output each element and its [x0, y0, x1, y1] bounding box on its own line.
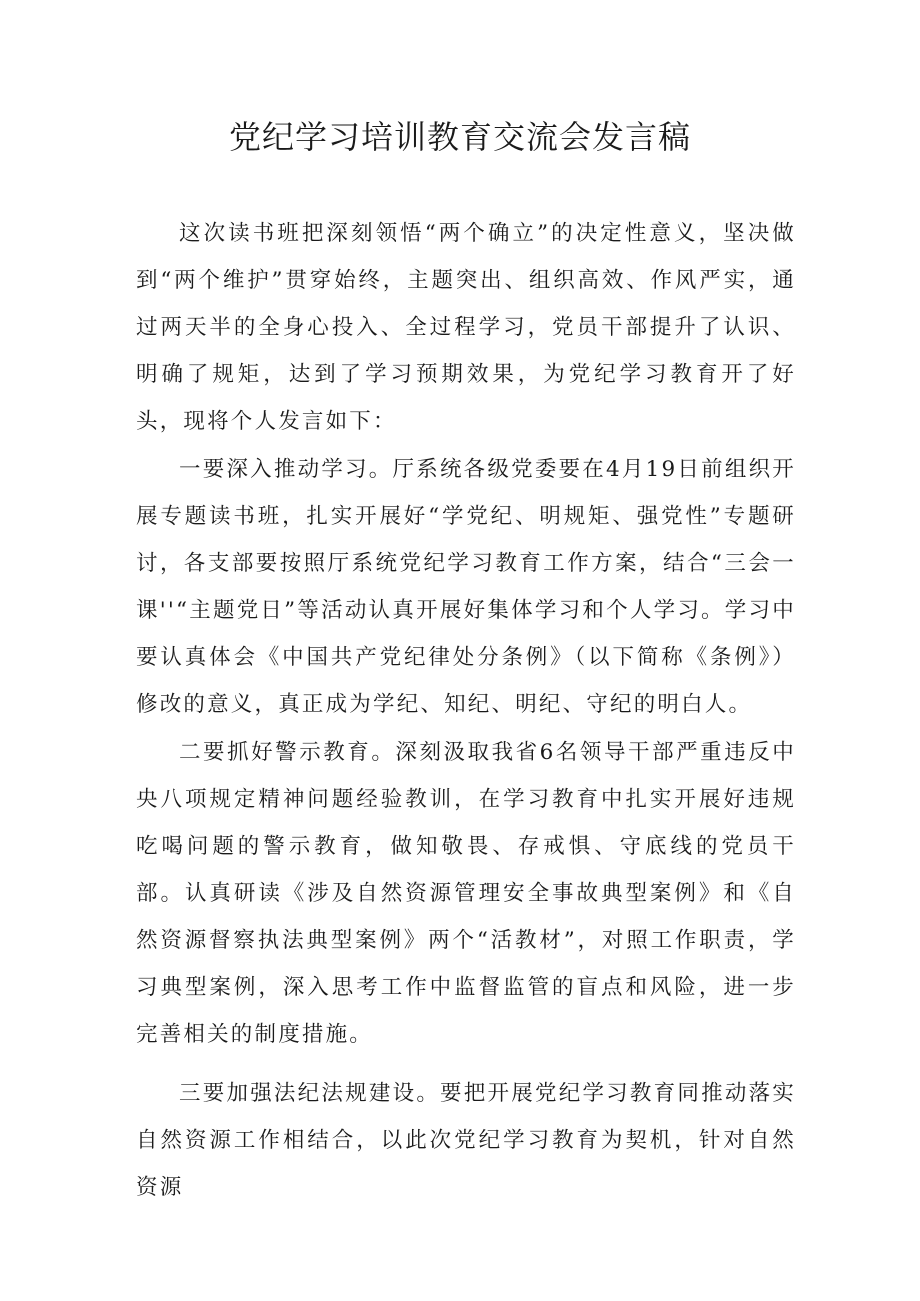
- document-body: [136, 210, 796, 1211]
- document-title: 党纪学习培训教育交流会发言稿: [228, 118, 691, 156]
- paragraph-intro: 这次读书班把深刻领悟“两个确立”的决定性意义，坚决做到“两个维护”贯穿始终，主题突出、组织高效、作风严实，通过两天半的全身心投入、全过程学习，党员干部提升了认识、明确了规矩，达到了学习预期效果，为党纪学习教育开了好头，现将个人发言如下：: [136, 221, 796, 434]
- paragraph-point-one: 一要深入推动学习。厅系统各级党委要在4月19日前组织开展专题读书班，扎实开展好“学党纪、明规矩、强党性”专题研讨，各支部要按照厅系统党纪学习教育工作方案，结合“三会一课''“主题党日”等活动认真开展好集体学习和个人学习。学习中要认真体会《中国共产党纪律处分条例》（以下简称《条例》）修改的意义，真正成为学纪、知纪、明纪、守纪的明白人。: [136, 457, 796, 717]
- paragraph-point-three: 三要加强法纪法规建设。要把开展党纪学习教育同推动落实自然资源工作相结合，以此次党纪学习教育为契机，针对自然资源: [136, 1081, 796, 1200]
- paragraph-point-two: 二要抓好警示教育。深刻汲取我省6名领导干部严重违反中央八项规定精神问题经验教训，在学习教育中扎实开展好违规吃喝问题的警示教育，做知敬畏、存戒惧、守底线的党员干部。认真研读《涉及自然资源管理安全事故典型案例》和《自然资源督察执法典型案例》两个“活教材”，对照工作职责，学习典型案例，深入思考工作中监督监管的盲点和风险，进一步完善相关的制度措施。: [136, 740, 796, 1047]
